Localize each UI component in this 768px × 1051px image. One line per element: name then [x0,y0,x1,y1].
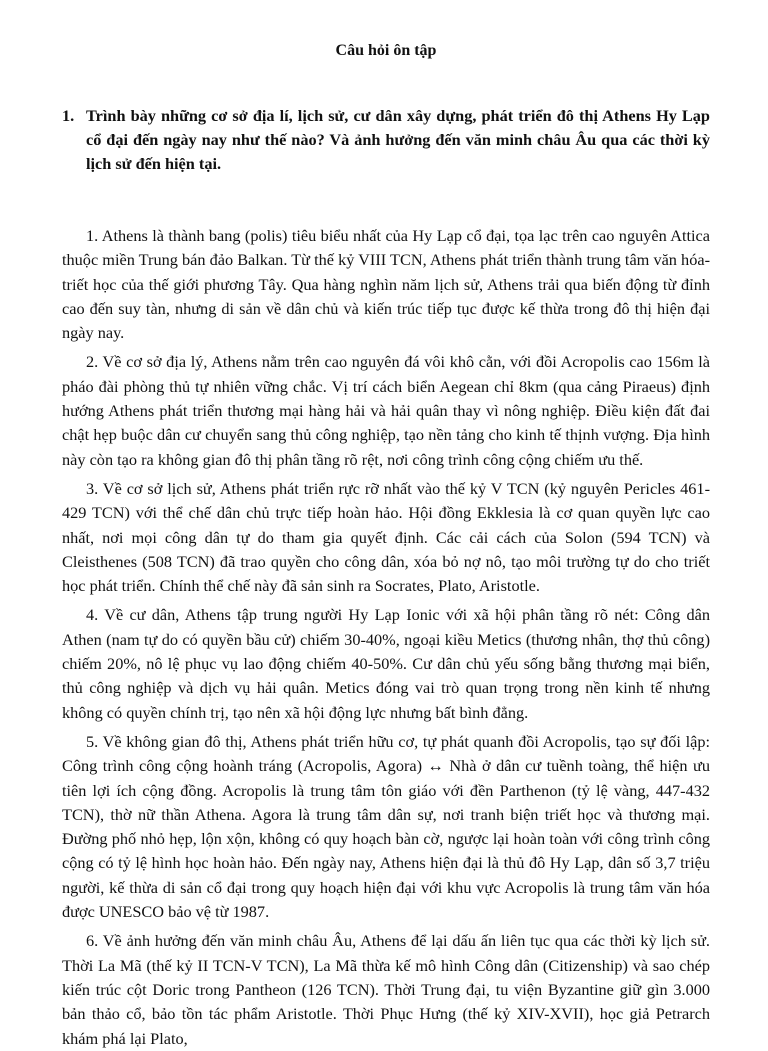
answer-paragraph-6: 6. Về ảnh hưởng đến văn minh châu Âu, Athens để lại dấu ấn liên tục qua các thời kỳ lịch sử. Thời La Mã (thế kỷ II TCN-V TCN), La Mã thừa kế mô hình Công dân (Citizenship) và sao chép kiến trúc cột Doric trong Pantheon (126 TCN). Thời Trung đại, tu viện Byzantine giữ gìn 3.000 bản thảo cổ, bảo tồn tác phẩm Aristotle. Thời Phục Hưng (thế kỷ XIV-XVII), học giả Petrarch khám phá lại Plato, [62,931,710,1048]
answer-paragraph-1: 1. Athens là thành bang (polis) tiêu biểu nhất của Hy Lạp cổ đại, tọa lạc trên cao nguyên Attica thuộc miền Trung bán đảo Balkan. Từ thế kỷ VIII TCN, Athens phát triển thành trung tâm văn hóa-triết học của thế giới phương Tây. Qua hàng nghìn năm lịch sử, Athens trải qua biến động từ đỉnh cao đến suy tàn, nhưng di sản về dân chủ và kiến trúc tiếp tục được kế thừa trong đô thị hiện đại ngày nay. [62,226,710,343]
document-title: Câu hỏi ôn tập [335,42,437,59]
answer-paragraph-2: 2. Về cơ sở địa lý, Athens nằm trên cao nguyên đá vôi khô cằn, với đồi Acropolis cao 156m là pháo đài phòng thủ tự nhiên vững chắc. Vị trí cách biển Aegean chỉ 8km (qua cảng Piraeus) định hướng Athens phát triển thương mại hàng hải và hải quân thay vì nông nghiệp. Điều kiện đất đai chật hẹp buộc dân cư chuyển sang thủ công nghiệp, tạo nền tảng cho kinh tế thịnh vượng. Địa hình này còn tạo ra không gian đô thị phân tầng rõ rệt, nơi công trình công cộng chiếm ưu thế. [62,352,710,469]
answer-paragraph-5: 5. Về không gian đô thị, Athens phát triển hữu cơ, tự phát quanh đồi Acropolis, tạo sự đối lập: Công trình công cộng hoành tráng (Acropolis, Agora) ↔ Nhà ở dân cư tuềnh toàng, thể hiện ưu tiên lợi ích cộng đồng. Acropolis là trung tâm tôn giáo với đền Parthenon (tỷ lệ vàng, 447-432 TCN), thờ nữ thần Athena. Agora là trung tâm dân sự, nơi tranh biện triết học và thương mại. Đường phố nhỏ hẹp, lộn xộn, không có quy hoạch bàn cờ, ngược lại hoàn toàn với công trình công cộng có tỷ lệ hình học hoàn hảo. Đến ngày nay, Athens hiện đại là thủ đô Hy Lạp, dân số 3,7 triệu người, kế thừa di sản cổ đại trong quy hoạch hiện đại với khu vực Acropolis là trung tâm văn hóa được UNESCO bảo vệ từ 1987. [62,731,710,922]
answer-paragraph-4: 4. Về cư dân, Athens tập trung người Hy Lạp Ionic với xã hội phân tầng rõ nét: Công dân Athen (nam tự do có quyền bầu cử) chiếm 30-40%, ngoại kiều Metics (thương nhân, thợ thủ công) chiếm 20%, nô lệ phục vụ lao động chiếm 40-50%. Cư dân chủ yếu sống bằng thương mại biển, thủ công nghiệp và dịch vụ hải quân. Metics đóng vai trò quan trọng trong nền kinh tế nhưng không có quyền chính trị, tạo nên xã hội động lực nhưng bất bình đẳng. [62,605,710,722]
question-1 [62,104,710,176]
question-text: Trình bày những cơ sở địa lí, lịch sử, cư dân xây dựng, phát triển đô thị Athens Hy Lạp cổ đại đến ngày nay như thế nào? Và ảnh hưởng đến văn minh châu Âu qua các thời kỳ lịch sử đến hiện tại. [86,106,710,173]
answer-paragraph-3: 3. Về cơ sở lịch sử, Athens phát triển rực rỡ nhất vào thế kỷ V TCN (kỷ nguyên Pericles 461-429 TCN) với thể chế dân chủ trực tiếp hoàn hảo. Hội đồng Ekklesia là cơ quan quyền lực cao nhất, nơi mọi công dân tự do tham gia quyết định. Các cải cách của Solon (594 TCN) và Cleisthenes (508 TCN) đã trao quyền cho công dân, xóa bỏ nợ nô, tạo môi trường tự do cho triết học phát triển. Chính thể chế này đã sản sinh ra Socrates, Plato, Aristotle. [62,478,710,596]
question-number: 1. [62,106,75,125]
